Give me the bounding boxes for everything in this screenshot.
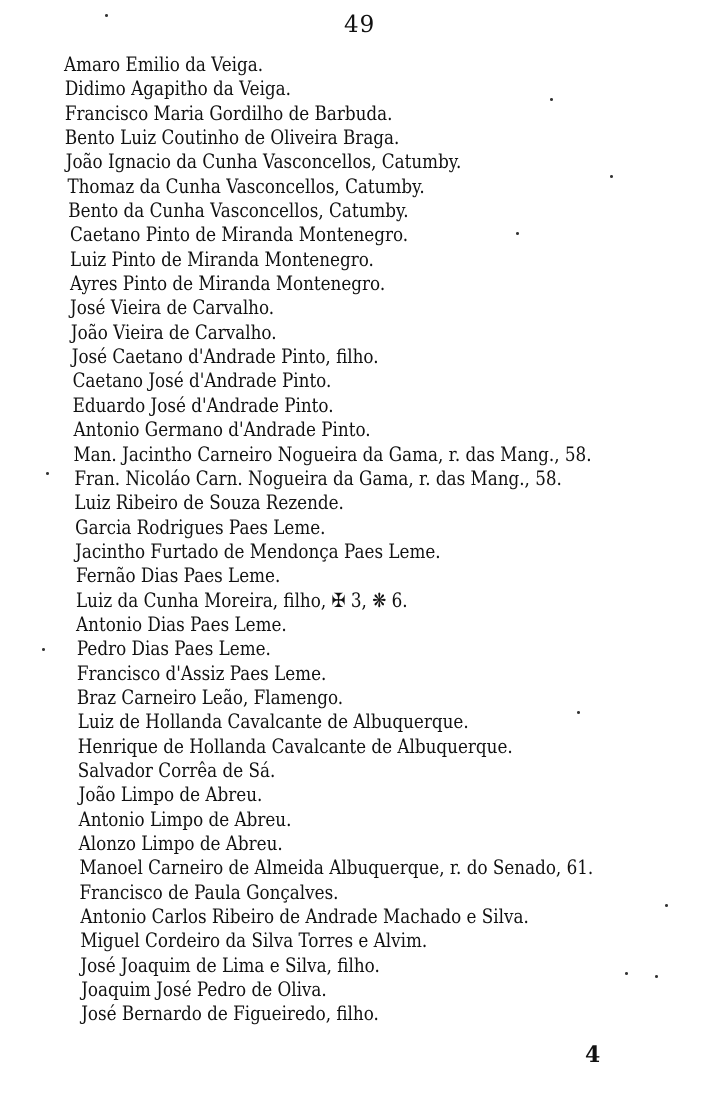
list-item: Braz Carneiro Leão, Flamengo. — [76, 685, 344, 709]
list-item: Salvador Corrêa de Sá. — [77, 758, 276, 782]
list-item: Jacintho Furtado de Mendonça Paes Leme. — [75, 539, 441, 563]
list-item: Antonio Limpo de Abreu. — [78, 807, 292, 831]
list-item: Luiz Pinto de Miranda Montenegro. — [70, 247, 374, 271]
paper-speck — [577, 711, 580, 714]
list-item: Luiz de Hollanda Cavalcante de Albuquerque. — [77, 710, 469, 734]
list-item: Manoel Carneiro de Almeida Albuquerque, r. do Senado, 61. — [79, 856, 594, 880]
list-item: Francisco d'Assiz Paes Leme. — [76, 661, 327, 685]
list-item: Luiz da Cunha Moreira, filho, ✠ 3, ❋ 6. — [76, 588, 408, 612]
list-item: Henrique de Hollanda Cavalcante de Albuquerque. — [77, 734, 513, 758]
paper-speck — [610, 175, 613, 178]
list-item: Antonio Germano d'Andrade Pinto. — [73, 418, 371, 442]
list-item: Miguel Cordeiro da Silva Torres e Alvim. — [80, 929, 428, 953]
printer-signature-mark: 4 — [585, 1042, 601, 1068]
list-item: Amaro Emilio da Veiga. — [64, 53, 264, 76]
list-item: Caetano Pinto de Miranda Montenegro. — [70, 223, 409, 247]
list-item: Alonzo Limpo de Abreu. — [78, 832, 283, 855]
list-item: Luiz Ribeiro de Souza Rezende. — [74, 491, 344, 515]
list-item: Bento da Cunha Vasconcellos, Catumby. — [68, 199, 409, 223]
list-item: José Caetano d'Andrade Pinto, filho. — [71, 345, 379, 369]
list-item: Garcia Rodrigues Paes Leme. — [75, 515, 326, 539]
paper-speck — [550, 98, 553, 101]
list-item: Francisco Maria Gordilho de Barbuda. — [64, 101, 393, 125]
list-item: José Joaquim de Lima e Silva, filho. — [80, 953, 380, 977]
paper-speck — [665, 904, 668, 907]
list-item: Fran. Nicoláo Carn. Nogueira da Gama, r. das Mang., 58. — [74, 466, 562, 490]
list-item: José Bernardo de Figueiredo, filho. — [81, 1002, 379, 1026]
list-item: Antonio Dias Paes Leme. — [76, 612, 287, 636]
list-item: Joaquim José Pedro de Oliva. — [81, 978, 327, 1002]
list-item: Man. Jacintho Carneiro Nogueira da Gama, r. das Mang., 58. — [73, 442, 592, 466]
list-item: Caetano José d'Andrade Pinto. — [72, 369, 332, 393]
list-item: Didimo Agapitho da Veiga. — [64, 77, 291, 101]
list-item: João Ignacio da Cunha Vasconcellos, Catumby. — [65, 150, 462, 174]
list-item: Thomaz da Cunha Vasconcellos, Catumby. — [67, 174, 425, 198]
list-item: Eduardo José d'Andrade Pinto. — [72, 393, 334, 417]
list-item: Fernão Dias Paes Leme. — [76, 564, 281, 588]
list-item: Bento Luiz Coutinho de Oliveira Braga. — [64, 126, 400, 150]
paper-speck — [42, 648, 45, 651]
list-item: Antonio Carlos Ribeiro de Andrade Machado e Silva. — [80, 905, 529, 929]
paper-speck — [625, 972, 628, 975]
name-list — [64, 53, 704, 1027]
list-item: José Vieira de Carvalho. — [70, 296, 275, 320]
page-number: 49 — [344, 12, 376, 38]
list-item: João Limpo de Abreu. — [78, 783, 263, 807]
paper-speck — [655, 975, 658, 978]
list-item: Pedro Dias Paes Leme. — [76, 637, 271, 661]
paper-speck — [105, 14, 108, 17]
paper-speck — [516, 232, 519, 235]
paper-speck — [46, 472, 49, 475]
list-item: Francisco de Paula Gonçalves. — [79, 880, 339, 904]
list-item: João Vieira de Carvalho. — [70, 320, 277, 344]
list-item: Ayres Pinto de Miranda Montenegro. — [70, 272, 386, 296]
